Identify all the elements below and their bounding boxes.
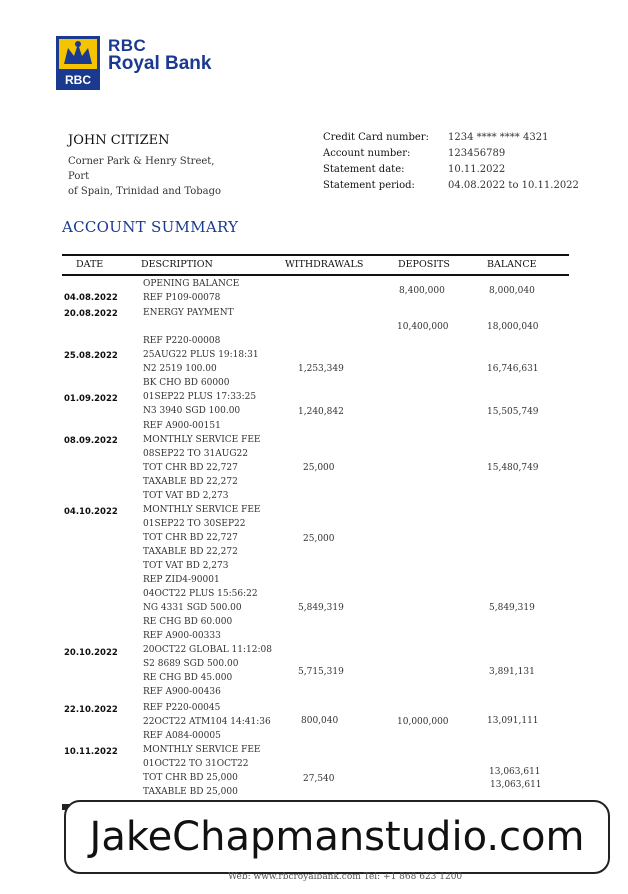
brand-line2: Royal Bank bbox=[108, 53, 212, 74]
description-line: ENERGY PAYMENT bbox=[143, 308, 234, 318]
description-line: 25AUG22 PLUS 19:18:31 bbox=[143, 350, 259, 360]
header-date: DATE bbox=[76, 259, 104, 270]
description-line: RE CHG BD 60.000 bbox=[143, 617, 233, 627]
svg-text:RBC: RBC bbox=[65, 73, 91, 87]
description-line: REP ZID4-90001 bbox=[143, 575, 220, 585]
description-line: 01SEP22 PLUS 17:33:25 bbox=[143, 392, 257, 402]
description-line: TAXABLE BD 22,272 bbox=[143, 547, 238, 557]
description-line: 01OCT22 TO 31OCT22 bbox=[143, 759, 249, 769]
address-line2: of Spain, Trinidad and Tobago bbox=[68, 186, 222, 197]
balance-amount: 13,091,111 bbox=[487, 716, 539, 726]
withdrawal-amount: 27,540 bbox=[303, 774, 335, 784]
withdrawal-amount: 25,000 bbox=[303, 463, 335, 473]
customer-address bbox=[68, 154, 238, 199]
footer-contact: Web: www.rbcroyalbank.com Tel: +1 868 623 1200 bbox=[228, 872, 463, 882]
card-number-label: Credit Card number: bbox=[323, 132, 429, 143]
description-line: TOT VAT BD 2,273 bbox=[143, 561, 229, 571]
balance-amount: 15,505,749 bbox=[487, 407, 539, 417]
description-line: 22OCT22 ATM104 14:41:36 bbox=[143, 717, 271, 727]
description-line: TOT VAT BD 2,273 bbox=[143, 491, 229, 501]
description-line: REF P220-00008 bbox=[143, 336, 221, 346]
description-line: RE CHG BD 45.000 bbox=[143, 673, 233, 683]
account-number-label: Account number: bbox=[323, 148, 411, 159]
row-date: 10.11.2022 bbox=[64, 747, 118, 757]
description-line: 08SEP22 TO 31AUG22 bbox=[143, 449, 248, 459]
description-line: REF P220-00045 bbox=[143, 703, 221, 713]
row-date: 08.09.2022 bbox=[64, 436, 118, 446]
description-line: MONTHLY SERVICE FEE bbox=[143, 745, 261, 755]
withdrawal-amount: 25,000 bbox=[303, 534, 335, 544]
statement-date-label: Statement date: bbox=[323, 164, 405, 175]
description-line: N3 3940 SGD 100.00 bbox=[143, 406, 241, 416]
description-line: TAXABLE BD 22,272 bbox=[143, 477, 238, 487]
description-line: TAXABLE BD 25,000 bbox=[143, 787, 238, 797]
description-line: REF A900-00436 bbox=[143, 687, 221, 697]
description-line: OPENING BALANCE bbox=[143, 279, 240, 289]
row-date: 20.10.2022 bbox=[64, 648, 118, 658]
description-line: MONTHLY SERVICE FEE bbox=[143, 505, 261, 515]
description-line: NG 4331 SGD 500.00 bbox=[143, 603, 242, 613]
balance-amount: 13,063,611 bbox=[489, 767, 541, 777]
balance-amount: 5,849,319 bbox=[489, 603, 535, 613]
description-line: BK CHO BD 60000 bbox=[143, 378, 230, 388]
row-date: 20.08.2022 bbox=[64, 309, 118, 319]
description-line: REF A900-00151 bbox=[143, 421, 221, 431]
card-number-value: 1234 **** **** 4321 bbox=[448, 132, 549, 143]
balance-amount: 13,063,611 bbox=[490, 780, 542, 790]
description-line: REF A900-00333 bbox=[143, 631, 221, 641]
withdrawal-amount: 5,849,319 bbox=[298, 603, 344, 613]
withdrawal-amount: 1,253,349 bbox=[298, 364, 344, 374]
deposit-amount: 8,400,000 bbox=[399, 286, 445, 296]
row-date: 25.08.2022 bbox=[64, 351, 118, 361]
withdrawal-amount: 5,715,319 bbox=[298, 667, 344, 677]
balance-amount: 15,480,749 bbox=[487, 463, 539, 473]
statement-date-value: 10.11.2022 bbox=[448, 164, 506, 175]
customer-name: JOHN CITIZEN bbox=[68, 133, 170, 148]
statement-info bbox=[323, 132, 579, 196]
rbc-shield-icon bbox=[56, 36, 100, 90]
description-line: 01SEP22 TO 30SEP22 bbox=[143, 519, 246, 529]
header-balance: BALANCE bbox=[487, 259, 537, 270]
account-number-value: 123456789 bbox=[448, 148, 506, 159]
address-line1: Corner Park & Henry Street, Port bbox=[68, 156, 215, 182]
row-date: 04.08.2022 bbox=[64, 293, 118, 303]
withdrawal-amount: 800,040 bbox=[301, 716, 339, 726]
deposit-amount: 10,400,000 bbox=[397, 322, 449, 332]
description-line: REF P109-00078 bbox=[143, 293, 221, 303]
header-deposits: DEPOSITS bbox=[398, 259, 450, 270]
table-header bbox=[62, 254, 569, 276]
statement-period-label: Statement period: bbox=[323, 180, 415, 191]
row-date: 22.10.2022 bbox=[64, 705, 118, 715]
description-line: TOT CHR BD 22,727 bbox=[143, 533, 238, 543]
description-line: S2 8689 SGD 500.00 bbox=[143, 659, 239, 669]
description-line: MONTHLY SERVICE FEE bbox=[143, 435, 261, 445]
row-date: 01.09.2022 bbox=[64, 394, 118, 404]
balance-amount: 8,000,040 bbox=[489, 286, 535, 296]
header-withdrawals: WITHDRAWALS bbox=[285, 259, 364, 270]
balance-amount: 16,746,631 bbox=[487, 364, 539, 374]
row-date: 04.10.2022 bbox=[64, 507, 118, 517]
description-line: N2 2519 100.00 bbox=[143, 364, 217, 374]
balance-amount: 3,891,131 bbox=[489, 667, 535, 677]
bank-logo bbox=[56, 36, 216, 92]
withdrawal-amount: 1,240,842 bbox=[298, 407, 344, 417]
description-line: TOT CHR BD 22,727 bbox=[143, 463, 238, 473]
section-title: ACCOUNT SUMMARY bbox=[62, 218, 239, 236]
statement-period-value: 04.08.2022 to 10.11.2022 bbox=[448, 180, 579, 191]
header-description: DESCRIPTION bbox=[141, 259, 213, 270]
deposit-amount: 10,000,000 bbox=[397, 717, 449, 727]
description-line: REF A084-00005 bbox=[143, 731, 221, 741]
description-line: 04OCT22 PLUS 15:56:22 bbox=[143, 589, 258, 599]
balance-amount: 18,000,040 bbox=[487, 322, 539, 332]
brand-line1: RBC bbox=[108, 36, 147, 55]
description-line: 20OCT22 GLOBAL 11:12:08 bbox=[143, 645, 272, 655]
watermark-banner: JakeChapmanstudio.com bbox=[64, 800, 610, 874]
description-line: TOT CHR BD 25,000 bbox=[143, 773, 238, 783]
